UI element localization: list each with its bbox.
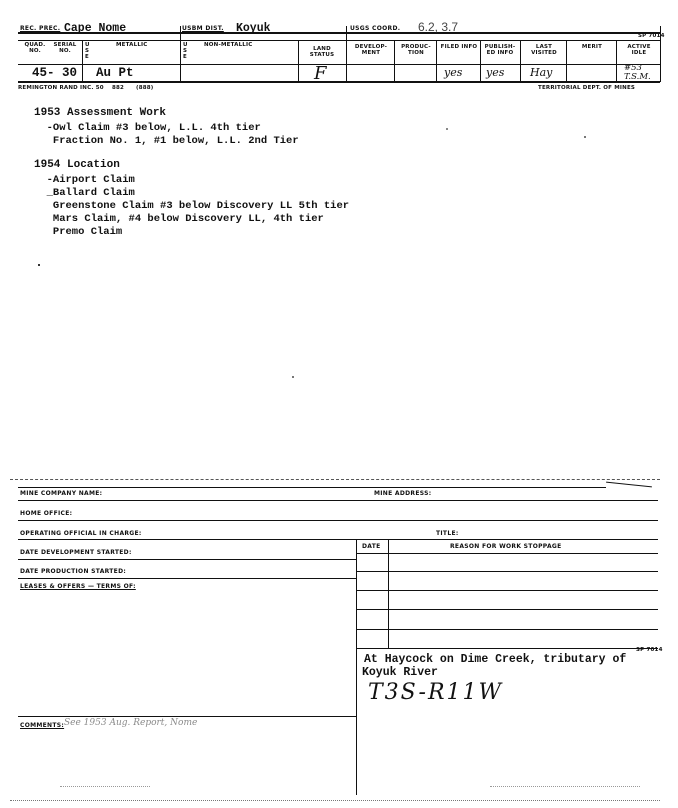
- title-label: TITLE:: [436, 530, 459, 537]
- note-line-3: Fraction No. 1, #1 below, L.L. 2nd Tier: [34, 135, 299, 147]
- col-use: U S E: [85, 42, 90, 60]
- mine-address-label: MINE ADDRESS:: [374, 490, 432, 497]
- active-idle-value: #53 T.S.M.: [624, 63, 651, 82]
- published-info-value: yes: [486, 66, 505, 79]
- col-serial-no: SERIAL NO.: [53, 42, 77, 54]
- note-line-7: Greenstone Claim #3 below Discovery LL 5th tier: [34, 200, 350, 212]
- col-non-metallic: NON-METALLIC: [204, 42, 253, 48]
- reason-col-label: REASON FOR WORK STOPPAGE: [450, 543, 562, 550]
- date-col-label: DATE: [362, 543, 381, 550]
- paper-edge: [606, 482, 652, 488]
- note-line-1: 1953 Assessment Work: [34, 107, 167, 119]
- scan-speck: [584, 136, 586, 138]
- col-active-idle: ACTIVE IDLE: [627, 44, 651, 56]
- usbm-dist-label: USBM DIST.: [182, 25, 224, 32]
- quad-serial-value: 45- 30: [32, 66, 78, 80]
- usgs-coord-label: USGS COORD.: [350, 25, 401, 32]
- date-development-label: DATE DEVELOPMENT STARTED:: [20, 549, 132, 556]
- note-line-9: Premo Claim: [34, 226, 123, 238]
- operating-official-label: OPERATING OFFICIAL IN CHARGE:: [20, 530, 142, 537]
- col-last-visited: LAST VISITED: [531, 44, 557, 56]
- scan-speck: [446, 128, 448, 130]
- leases-label: LEASES & OFFERS — TERMS OF:: [20, 583, 136, 590]
- col-production: PRODUC-TION: [401, 44, 431, 56]
- date-production-label: DATE PRODUCTION STARTED:: [20, 568, 127, 575]
- col-published-info: PUBLISH-ED INFO: [484, 44, 516, 56]
- col-use-2: U S E: [183, 42, 188, 60]
- rec-prec-value: Cape Nome: [64, 22, 127, 35]
- form-number-2: SP 7014: [636, 647, 663, 653]
- form-number: SP 7014: [638, 33, 665, 39]
- metallic-value: Au Pt: [96, 66, 134, 80]
- printer-code-2: (888): [136, 85, 154, 91]
- scan-speck: [292, 376, 294, 378]
- location-line-1: At Haycock on Dime Creek, tributary of: [364, 653, 627, 666]
- note-line-4: 1954 Location: [34, 159, 120, 171]
- col-merit: MERIT: [581, 44, 603, 50]
- department-label: TERRITORIAL DEPT. OF MINES: [538, 85, 636, 91]
- scan-speck: [38, 264, 40, 266]
- faint-marks: [490, 786, 640, 788]
- usbm-dist-value: Koyuk: [236, 22, 271, 35]
- printer-code: 882: [112, 85, 125, 91]
- land-status-value: F: [314, 63, 327, 84]
- note-line-6: _Ballard Claim: [34, 187, 135, 199]
- comments-value: See 1953 Aug. Report, Nome: [64, 718, 198, 728]
- note-line-8: Mars Claim, #4 below Discovery LL, 4th tier: [34, 213, 324, 225]
- note-line-2: -Owl Claim #3 below, L.L. 4th tier: [34, 122, 261, 134]
- faint-marks: [60, 786, 150, 788]
- col-quad-no: QUAD. NO.: [24, 42, 46, 54]
- col-metallic: METALLIC: [116, 42, 148, 48]
- note-line-5: -Airport Claim: [34, 174, 135, 186]
- col-development: DEVELOP-MENT: [354, 44, 388, 56]
- usgs-coord-value: 6.2, 3.7: [418, 20, 459, 34]
- last-visited-value: Hay: [530, 66, 553, 79]
- home-office-label: HOME OFFICE:: [20, 510, 73, 517]
- comments-label: COMMENTS:: [20, 722, 65, 729]
- col-filed-info: FILED INFO: [440, 44, 478, 50]
- mine-company-label: MINE COMPANY NAME:: [20, 490, 103, 497]
- rec-prec-label: REC. PREC.: [20, 25, 61, 32]
- col-land-status: LAND STATUS: [309, 46, 335, 58]
- township-range: T3S-R11W: [368, 680, 504, 705]
- printer-mark: REMINGTON RAND INC. 50: [18, 85, 104, 91]
- filed-info-value: yes: [444, 66, 463, 79]
- location-line-2: Koyuk River: [362, 666, 438, 679]
